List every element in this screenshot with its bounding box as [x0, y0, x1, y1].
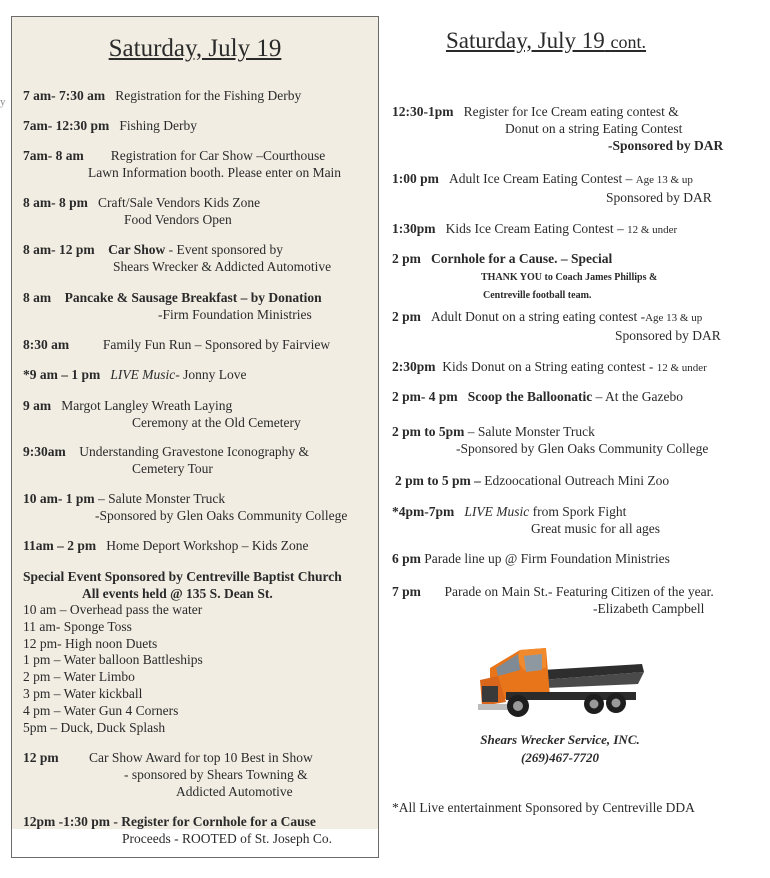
event-title: LIVE Music [110, 367, 176, 382]
event-desc-line2: - sponsored by Shears Towning & [124, 767, 308, 782]
event-fun-run [23, 336, 330, 353]
event-time: 2 pm [392, 309, 421, 324]
event-desc: Family Fun Run – Sponsored by Fairview [102, 337, 331, 352]
event-desc: Registration for the Fishing Derby [115, 88, 302, 103]
event-wreath-laying [23, 397, 301, 431]
right-title-main: Saturday, July 19 [445, 28, 605, 53]
list-item: 1 pm – Water balloon Battleships [23, 652, 203, 668]
truck-rear-hub-1 [590, 700, 599, 709]
event-desc-line2: -Sponsored by Glen Oaks Community College [456, 441, 709, 456]
event-desc-line2: Proceeds - ROOTED of St. Joseph Co. [122, 831, 332, 846]
event-time: *9 am – 1 pm [23, 367, 101, 382]
event-fishing-derby [23, 117, 197, 134]
event-time: 10 am- 1 pm [23, 491, 95, 506]
event-fishing-registration [23, 87, 301, 104]
event-age: 12 & under [627, 224, 678, 236]
event-desc-line3: Addicted Automotive [176, 784, 293, 799]
event-desc-line2: Great music for all ages [531, 521, 660, 536]
event-parade [392, 583, 714, 617]
event-gravestone-tour [23, 443, 309, 477]
event-desc: Register for Ice Cream eating contest & [463, 104, 679, 119]
event-time: 6 pm [392, 551, 421, 566]
event-time: 2 pm- 4 pm [392, 389, 458, 404]
list-item: 2 pm – Water Limbo [23, 669, 135, 685]
event-car-show-registration [23, 147, 341, 181]
event-thanks-line2: Centreville football team. [483, 290, 592, 301]
event-time: 12 pm [23, 750, 59, 765]
event-time: *4pm-7pm [392, 504, 455, 519]
event-time: 8:30 am [23, 337, 70, 352]
event-monster-truck-pm [392, 423, 708, 457]
event-desc: Understanding Gravestone Iconography & [79, 444, 310, 459]
event-desc: – At the Gazebo [592, 389, 684, 404]
event-title: Car Show [108, 242, 166, 257]
truck-grille [482, 686, 498, 702]
event-desc: Registration for Car Show –Courthouse [110, 148, 326, 163]
event-time: 2 pm to 5 pm – [395, 473, 481, 488]
list-item: 3 pm – Water kickball [23, 685, 143, 701]
event-time: 9 am [23, 398, 52, 413]
event-desc: Fishing Derby [119, 118, 197, 133]
stray-mark: y [0, 96, 6, 108]
event-desc: Car Show Award for top 10 Best in Show [89, 750, 313, 765]
event-car-show-award [23, 749, 313, 800]
event-time: 8 am- 12 pm [23, 242, 95, 257]
event-car-show [23, 241, 331, 275]
event-live-music-spork [392, 503, 660, 537]
event-age: Age 13 & up [645, 312, 703, 324]
event-title: Cornhole for a Cause. – Special [431, 251, 613, 266]
event-cornhole-registration [23, 813, 332, 847]
event-desc-line2: Shears Wrecker & Addicted Automotive [113, 259, 332, 274]
event-time: 7 am- 7:30 am [23, 88, 106, 103]
event-adult-donut [392, 308, 721, 344]
event-time: 9:30am [23, 444, 66, 459]
event-desc-line2: -Elizabeth Campbell [593, 601, 705, 616]
left-page-title: Saturday, July 19 [108, 35, 282, 62]
list-item: 11 am- Sponge Toss [23, 618, 132, 634]
event-vendors [23, 194, 260, 228]
event-title: LIVE Music [464, 504, 530, 519]
event-age: 12 & under [656, 362, 707, 374]
event-desc: - Event sponsored by [165, 242, 283, 257]
event-desc: Margot Langley Wreath Laying [61, 398, 233, 413]
event-desc: Kids Donut on a String eating contest - [442, 359, 657, 374]
event-desc: – Salute Monster Truck [464, 424, 595, 439]
event-kids-ice-cream [392, 220, 677, 239]
event-time: 12:30-1pm [392, 104, 454, 119]
event-desc-line2: Donut on a string Eating Contest [505, 121, 683, 136]
event-desc-line2: Lawn Information booth. Please enter on Main [88, 165, 342, 180]
event-title: Pancake & Sausage Breakfast – by Donation [64, 290, 322, 305]
event-parade-lineup [392, 550, 670, 567]
event-desc: Home Deport Workshop – Kids Zone [106, 538, 309, 553]
event-time: 2:30pm [392, 359, 436, 374]
event-desc: – Salute Monster Truck [94, 491, 226, 506]
event-desc: Parade on Main St.- Featuring Citizen of the year. [444, 584, 714, 599]
event-desc-line2: Ceremony at the Old Cemetery [132, 415, 301, 430]
event-thanks-line1: THANK YOU to Coach James Phillips & [481, 272, 658, 283]
event-mini-zoo [395, 472, 669, 489]
event-cornhole-cause [392, 250, 657, 303]
event-sponsor: -Sponsored by DAR [608, 138, 724, 153]
event-time: 7 pm [392, 584, 421, 599]
event-pancake-breakfast [23, 289, 322, 323]
truck-rear-hub-2 [612, 699, 621, 708]
event-time: 8 am [23, 290, 52, 305]
special-event-block [23, 568, 342, 736]
event-desc-line2: Sponsored by DAR [615, 328, 721, 343]
event-adult-ice-cream [392, 170, 712, 206]
list-item: 10 am – Overhead pass the water [23, 602, 203, 617]
event-time: 1:00 pm [392, 171, 439, 186]
event-desc: Edzoocational Outreach Mini Zoo [480, 473, 670, 488]
event-desc: Parade line up @ Firm Foundation Ministries [420, 551, 670, 566]
event-time: 2 pm to 5pm [392, 424, 465, 439]
event-live-music-jonny [23, 366, 247, 383]
tow-truck-illustration [476, 626, 646, 726]
special-event-title: Special Event Sponsored by Centreville Baptist Church [23, 569, 342, 584]
event-time: 8 am- 8 pm [23, 195, 88, 210]
truck-front-hub [513, 701, 523, 711]
event-desc-line2: Food Vendors Open [124, 212, 232, 227]
list-item: 4 pm – Water Gun 4 Corners [23, 702, 179, 718]
event-desc-line2: -Sponsored by Glen Oaks Community College [95, 508, 348, 523]
event-desc: Adult Donut on a string eating contest - [431, 309, 646, 324]
event-monster-truck-am [23, 490, 347, 524]
left-schedule-panel [11, 16, 379, 858]
event-time: 1:30pm [392, 221, 436, 236]
truck-side-window [524, 654, 542, 672]
event-kids-workshop [23, 537, 309, 554]
list-item: 5pm – Duck, Duck Splash [23, 719, 166, 735]
event-time: 7am- 12:30 pm [23, 118, 110, 133]
event-desc: Kids Ice Cream Eating Contest – [445, 221, 628, 236]
event-time: 11am – 2 pm [23, 538, 97, 553]
special-event-location: All events held @ 135 S. Dean St. [82, 586, 273, 601]
right-title-cont: cont. [610, 32, 647, 52]
event-ice-cream-registration [392, 103, 723, 154]
event-desc-line2: -Firm Foundation Ministries [158, 307, 312, 322]
event-desc-line2: Cemetery Tour [132, 461, 213, 476]
sponsor-name: Shears Wrecker Service, INC. [480, 732, 640, 747]
right-page-title [386, 28, 706, 54]
event-desc: Adult Ice Cream Eating Contest – [449, 171, 636, 186]
event-time: 7am- 8 am [23, 148, 84, 163]
event-desc: - Jonny Love [175, 367, 247, 382]
event-desc: Craft/Sale Vendors Kids Zone [98, 195, 261, 210]
event-kids-donut [392, 358, 707, 377]
footnote: *All Live entertainment Sponsored by Centreville DDA [392, 800, 695, 815]
event-time: 2 pm [392, 251, 421, 266]
truck-bumper [478, 704, 508, 710]
sponsor-ad [440, 731, 680, 767]
event-age: Age 13 & up [635, 174, 693, 186]
event-title: Scoop the Balloonatic [467, 389, 593, 404]
event-desc: from Spork Fight [529, 504, 627, 519]
event-desc-line2: Sponsored by DAR [606, 190, 712, 205]
list-item: 12 pm- High noon Duets [23, 635, 158, 651]
event-balloonatic [392, 388, 683, 405]
special-event-list [23, 602, 342, 736]
sponsor-phone: (269)467-7720 [521, 750, 599, 765]
event-title: 12pm -1:30 pm - Register for Cornhole for a Cause [23, 814, 316, 829]
